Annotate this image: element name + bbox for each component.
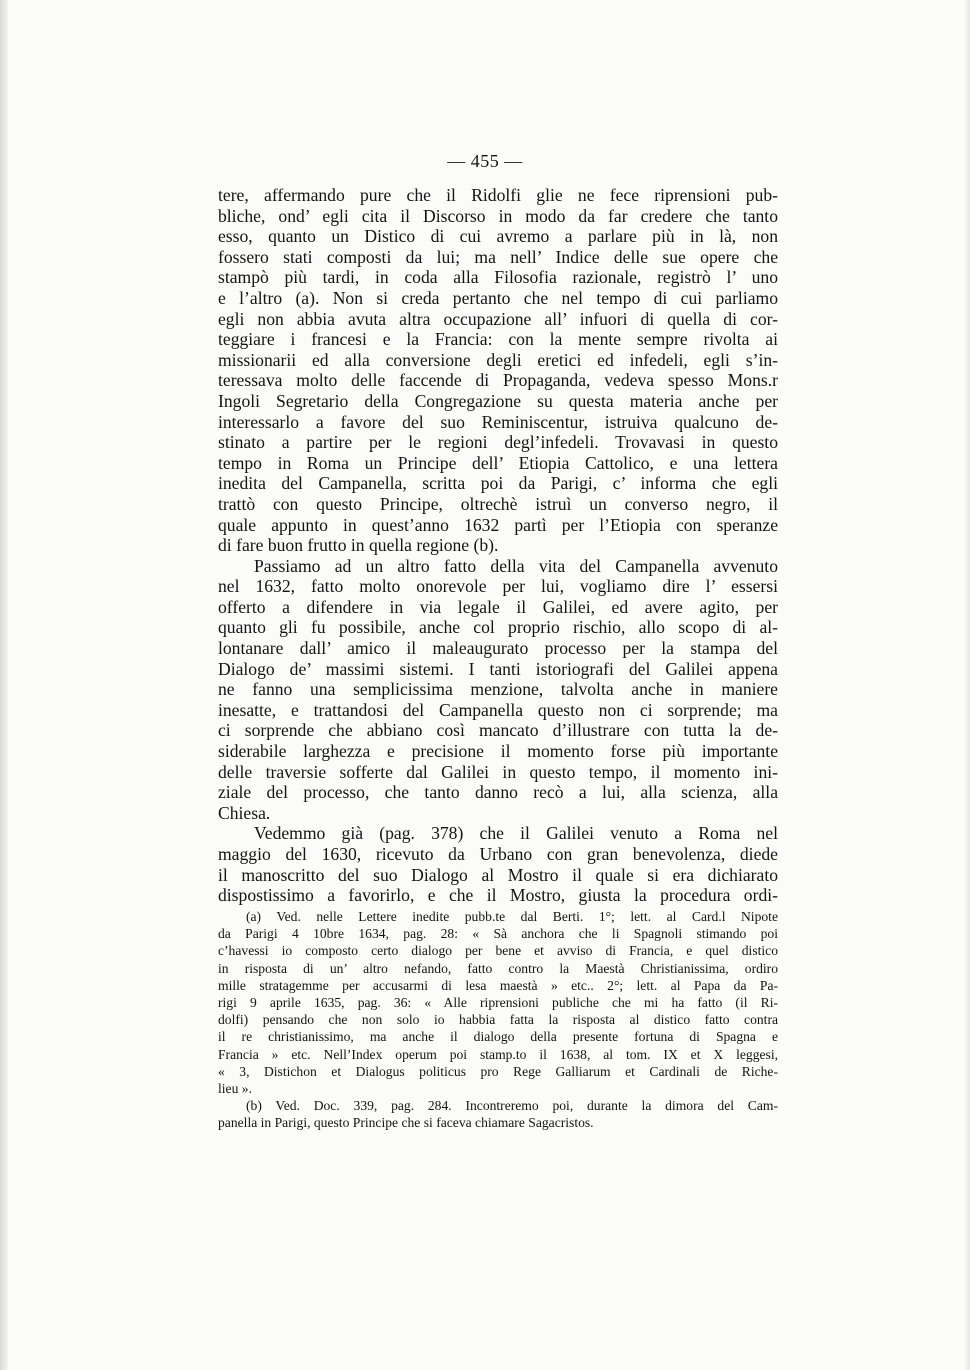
footnote-line: c’havessi io composto certo dialogo per bene et avviso di Francia, e quel distico — [218, 943, 778, 959]
text-line: quanto gli fu possibile, anche col proprio rischio, allo scopo di al- — [218, 617, 778, 638]
footnote-line: mille stratagemme per accusarmi di lesa maestà » etc.. 2°; lett. al Papa da Pa- — [218, 977, 778, 993]
text-line: siderabile larghezza e precisione il momento forse più importante — [218, 741, 778, 762]
footnotes — [218, 908, 778, 1131]
text-line: maggio del 1630, ricevuto da Urbano con gran benevolenza, diede — [218, 844, 778, 864]
page-edge-right — [964, 0, 970, 1370]
text-line: stinato a partire per le regioni degl’infedeli. Trovavasi in questo — [218, 432, 778, 453]
text-line: dispostissimo a favorirlo, e che il Mostro, giusta la procedura ordi- — [218, 885, 778, 906]
text-line: Passiamo ad un altro fatto della vita del Campanella avvenuto — [254, 555, 778, 576]
text-line: ziale del processo, che tanto danno recò a lui, alla scienza, alla — [218, 782, 778, 803]
text-line: Dialogo de’ massimi sistemi. I tanti istoriografi del Galilei appena — [218, 658, 778, 679]
text-line: ne fanno una semplicissima menzione, talvolta anche in maniere — [218, 679, 778, 700]
footnote-line: dolfi) pensando che non solo io habbia fatta la risposta al distico fatto contra — [218, 1012, 778, 1028]
page-edge-left — [0, 0, 8, 1370]
footnote-line: rigi 9 aprile 1635, pag. 36: « Alle riprensioni publiche che mi ha fatto (il Ri- — [218, 994, 778, 1010]
text-line: nel 1632, fatto molto onorevole per lui, vogliamo dire l’ essersi — [218, 576, 778, 597]
text-line: ci sorprende che abbiano così mancato d’illustrare con tutta la de- — [218, 720, 778, 741]
text-line: egli non abbia avuta altra occupazione all’ infuori di quella di cor- — [218, 308, 778, 329]
text-line: inedita del Campanella, scritta poi da Parigi, c’ informa che egli — [218, 473, 778, 494]
text-line: tere, affermando pure che il Ridolfi glie ne fece riprensioni pub- — [218, 185, 778, 205]
text-line: Chiesa. — [218, 802, 271, 823]
text-line: e l’altro (a). Non si creda pertanto che nel tempo di cui parliamo — [218, 287, 778, 308]
text-line: fossero stati composti da lui; ma nell’ Indice delle sue opere che — [218, 246, 778, 267]
text-line: teggiare i francesi e la Francia: con la mente sempre rivolta ai — [218, 329, 778, 350]
footnote-line: « 3, Distichon et Dialogus politicus pro Rege Galliarum et Cardinali de Riche- — [218, 1063, 778, 1079]
text-line: esso, quanto un Distico di cui avremo a parlare più in là, non — [218, 226, 778, 247]
text-line: il manoscritto del suo Dialogo al Mostro il quale si era dichiarato — [218, 864, 778, 885]
footnote-line: panella in Parigi, questo Principe che si faceva chiamare Sagacristos. — [218, 1115, 594, 1131]
footnote-line: (a) Ved. nelle Lettere inedite pubb.te dal Berti. 1°; lett. al Card.l Nipote — [246, 909, 778, 924]
text-line: bliche, ond’ egli cita il Discorso in modo da far credere che tanto — [218, 205, 778, 226]
footnote-line: da Parigi 4 10bre 1634, pag. 28: « Sà anchora che li Spagnoli stimando poi — [218, 926, 778, 942]
text-line: di fare buon frutto in quella regione (b). — [218, 535, 499, 556]
footnote-line: lieu ». — [218, 1080, 252, 1096]
text-line: missionarii ed alla conversione degli eretici ed infedeli, egli s’in- — [218, 349, 778, 370]
text-line: teressava molto delle faccende di Propaganda, vedeva spesso Mons.r — [218, 370, 778, 391]
text-line: quale appunto in quest’anno 1632 partì per l’Etiopia con speranze — [218, 514, 778, 535]
text-line: offerto a difendere in via legale il Galilei, ed avere agito, per — [218, 596, 778, 617]
page-number: — 455 — — [447, 151, 523, 171]
footnote-line: il re christianissimo, ma anche il dialogo della presente fortuna di Spagna e — [218, 1029, 778, 1045]
text-line: interessarlo a favore del suo Reminiscentur, istruiva qualcuno de- — [218, 411, 778, 432]
text-line: tempo in Roma un Principe dell’ Etiopia Cattolico, e una lettera — [218, 452, 778, 473]
footnote-line: (b) Ved. Doc. 339, pag. 284. Incontreremo poi, durante la dimora del Cam- — [246, 1098, 778, 1114]
footnote-line: Francia » etc. Nell’Index operum poi stamp.to il 1638, al tom. IX et X leggesi, — [218, 1046, 778, 1062]
text-line: trattò con questo Principe, oltrechè istruì un converso negro, il — [218, 493, 778, 514]
text-line: lontanare dall’ amico il maleaugurato processo per la stampa del — [218, 638, 778, 659]
text-line: Ingoli Segretario della Congregazione su questa materia anche per — [218, 390, 778, 411]
text-line: Vedemmo già (pag. 378) che il Galilei venuto a Roma nel — [254, 823, 778, 844]
footnote-line: in risposta di un’ altro nefando, fatto contro la Maestà Christianissima, ordiro — [218, 960, 778, 976]
main-text — [218, 185, 778, 906]
text-line: inesatte, e trattandosi del Campanella questo non ci sorprende; ma — [218, 699, 778, 720]
text-line: delle traversie sofferte dal Galilei in questo tempo, il momento ini- — [218, 761, 778, 782]
text-line: stampò più tardi, in coda alla Filosofia razionale, registrò l’ uno — [218, 267, 778, 288]
